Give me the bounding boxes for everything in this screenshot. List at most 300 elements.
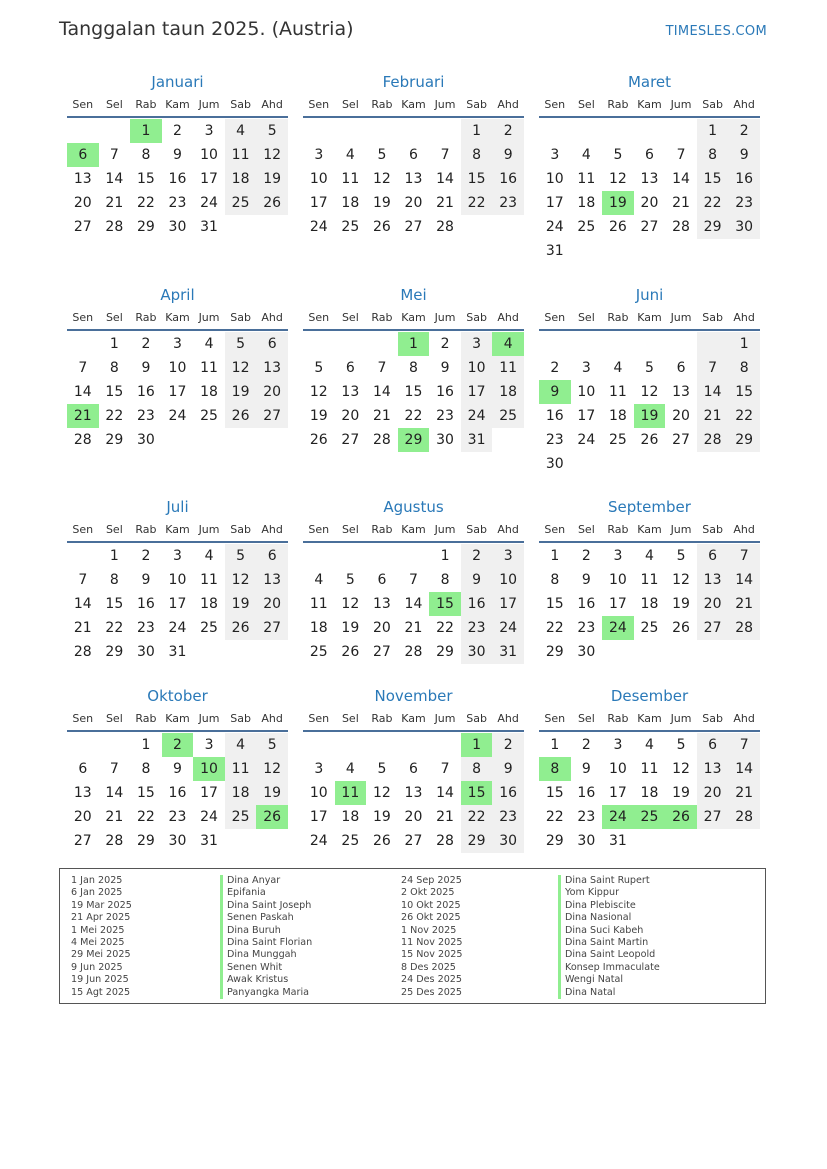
day-cell[interactable]: 29 <box>136 833 155 849</box>
day-cell[interactable]: 30 <box>436 432 454 448</box>
day-cell[interactable]: 24 <box>602 616 634 640</box>
day-cell[interactable]: 5 <box>676 737 686 753</box>
day-cell[interactable]: 8 <box>109 360 119 376</box>
day-cell[interactable]: 21 <box>436 809 454 825</box>
day-cell[interactable]: 5 <box>613 147 623 163</box>
day-cell[interactable]: 1 <box>109 548 119 564</box>
day-cell[interactable]: 28 <box>404 644 423 660</box>
day-cell[interactable]: 21 <box>728 781 760 805</box>
day-cell[interactable]: 20 <box>256 592 288 616</box>
day-cell[interactable]: 15 <box>545 785 564 801</box>
day-cell[interactable]: 23 <box>436 408 454 424</box>
day-cell[interactable]: 30 <box>577 644 596 660</box>
day-cell[interactable]: 22 <box>461 191 493 215</box>
day-cell[interactable]: 26 <box>309 432 328 448</box>
day-cell[interactable]: 1 <box>141 737 151 753</box>
day-cell[interactable]: 14 <box>728 757 760 781</box>
day-cell[interactable]: 17 <box>168 384 187 400</box>
day-cell[interactable]: 31 <box>492 640 524 664</box>
day-cell[interactable]: 26 <box>341 644 360 660</box>
day-cell[interactable]: 29 <box>105 432 124 448</box>
day-cell[interactable]: 23 <box>545 432 564 448</box>
day-cell[interactable]: 20 <box>640 195 659 211</box>
day-cell[interactable]: 6 <box>645 147 654 163</box>
day-cell[interactable]: 27 <box>697 616 729 640</box>
day-cell[interactable]: 15 <box>697 167 729 191</box>
day-cell[interactable]: 1 <box>728 332 760 356</box>
day-cell[interactable]: 25 <box>492 404 524 428</box>
day-cell[interactable]: 23 <box>136 408 155 424</box>
day-cell[interactable]: 26 <box>608 219 627 235</box>
day-cell[interactable]: 7 <box>440 761 450 777</box>
day-cell[interactable]: 29 <box>545 833 564 849</box>
day-cell[interactable]: 22 <box>404 408 423 424</box>
day-cell[interactable]: 30 <box>577 833 596 849</box>
day-cell[interactable]: 28 <box>436 219 454 235</box>
day-cell[interactable]: 6 <box>676 360 686 376</box>
day-cell[interactable]: 17 <box>309 195 328 211</box>
day-cell[interactable]: 19 <box>225 380 257 404</box>
day-cell[interactable]: 22 <box>136 809 155 825</box>
day-cell[interactable]: 11 <box>608 384 627 400</box>
day-cell[interactable]: 6 <box>697 544 729 568</box>
day-cell[interactable]: 19 <box>372 195 391 211</box>
day-cell[interactable]: 28 <box>372 432 391 448</box>
day-cell[interactable]: 22 <box>136 195 155 211</box>
day-cell[interactable]: 24 <box>545 219 564 235</box>
day-cell[interactable]: 8 <box>697 143 729 167</box>
day-cell[interactable]: 6 <box>78 761 88 777</box>
day-cell[interactable]: 26 <box>372 833 391 849</box>
day-cell[interactable]: 21 <box>728 592 760 616</box>
day-cell[interactable]: 17 <box>461 380 493 404</box>
day-cell[interactable]: 10 <box>168 572 187 588</box>
day-cell[interactable]: 18 <box>577 195 596 211</box>
day-cell[interactable]: 21 <box>672 195 690 211</box>
day-cell[interactable]: 3 <box>613 737 623 753</box>
day-cell[interactable]: 2 <box>581 548 591 564</box>
day-cell[interactable]: 31 <box>608 833 627 849</box>
day-cell[interactable]: 2 <box>141 336 151 352</box>
day-cell[interactable]: 21 <box>697 404 729 428</box>
day-cell[interactable]: 25 <box>309 644 328 660</box>
day-cell[interactable]: 8 <box>440 572 450 588</box>
day-cell[interactable]: 26 <box>256 805 288 829</box>
day-cell[interactable]: 17 <box>577 408 596 424</box>
day-cell[interactable]: 12 <box>372 171 391 187</box>
day-cell[interactable]: 15 <box>105 596 124 612</box>
day-cell[interactable]: 14 <box>105 171 124 187</box>
day-cell[interactable]: 31 <box>168 644 187 660</box>
day-cell[interactable]: 11 <box>335 781 367 805</box>
day-cell[interactable]: 7 <box>409 572 418 588</box>
day-cell[interactable]: 8 <box>409 360 418 376</box>
day-cell[interactable]: 18 <box>200 596 218 612</box>
day-cell[interactable]: 12 <box>672 572 690 588</box>
day-cell[interactable]: 18 <box>225 167 257 191</box>
day-cell[interactable]: 2 <box>461 544 493 568</box>
day-cell[interactable]: 30 <box>492 829 524 853</box>
day-cell[interactable]: 1 <box>697 119 729 143</box>
day-cell[interactable]: 17 <box>545 195 564 211</box>
day-cell[interactable]: 29 <box>398 428 430 452</box>
day-cell[interactable]: 18 <box>225 781 257 805</box>
day-cell[interactable]: 5 <box>645 360 654 376</box>
day-cell[interactable]: 24 <box>492 616 524 640</box>
day-cell[interactable]: 27 <box>341 432 360 448</box>
day-cell[interactable]: 24 <box>309 219 328 235</box>
day-cell[interactable]: 10 <box>461 356 493 380</box>
day-cell[interactable]: 18 <box>309 620 328 636</box>
day-cell[interactable]: 6 <box>345 360 355 376</box>
day-cell[interactable]: 12 <box>372 785 391 801</box>
day-cell[interactable]: 12 <box>256 143 288 167</box>
day-cell[interactable]: 3 <box>314 147 324 163</box>
day-cell[interactable]: 21 <box>105 195 124 211</box>
day-cell[interactable]: 15 <box>728 380 760 404</box>
day-cell[interactable]: 12 <box>256 757 288 781</box>
day-cell[interactable]: 11 <box>200 572 218 588</box>
day-cell[interactable]: 27 <box>640 219 659 235</box>
day-cell[interactable]: 9 <box>141 360 151 376</box>
day-cell[interactable]: 9 <box>440 360 450 376</box>
day-cell[interactable]: 26 <box>225 616 257 640</box>
day-cell[interactable]: 20 <box>73 809 92 825</box>
day-cell[interactable]: 16 <box>436 384 454 400</box>
day-cell[interactable]: 10 <box>168 360 187 376</box>
day-cell[interactable]: 9 <box>581 572 591 588</box>
day-cell[interactable]: 11 <box>225 757 257 781</box>
day-cell[interactable]: 8 <box>728 356 760 380</box>
day-cell[interactable]: 4 <box>345 761 355 777</box>
day-cell[interactable]: 11 <box>492 356 524 380</box>
day-cell[interactable]: 16 <box>492 167 524 191</box>
day-cell[interactable]: 16 <box>136 384 155 400</box>
day-cell[interactable]: 11 <box>640 572 659 588</box>
day-cell[interactable]: 5 <box>345 572 355 588</box>
day-cell[interactable]: 3 <box>204 737 214 753</box>
day-cell[interactable]: 3 <box>550 147 560 163</box>
day-cell[interactable]: 20 <box>256 380 288 404</box>
day-cell[interactable]: 4 <box>314 572 324 588</box>
day-cell[interactable]: 3 <box>581 360 591 376</box>
day-cell[interactable]: 8 <box>141 761 151 777</box>
day-cell[interactable]: 25 <box>640 620 659 636</box>
day-cell[interactable]: 18 <box>341 195 360 211</box>
day-cell[interactable]: 13 <box>341 384 360 400</box>
day-cell[interactable]: 1 <box>130 119 162 143</box>
day-cell[interactable]: 27 <box>404 219 423 235</box>
day-cell[interactable]: 6 <box>409 761 418 777</box>
day-cell[interactable]: 28 <box>672 219 690 235</box>
day-cell[interactable]: 29 <box>728 428 760 452</box>
day-cell[interactable]: 29 <box>697 215 729 239</box>
day-cell[interactable]: 11 <box>640 761 659 777</box>
day-cell[interactable]: 19 <box>634 404 666 428</box>
day-cell[interactable]: 1 <box>109 336 119 352</box>
day-cell[interactable]: 12 <box>672 761 690 777</box>
day-cell[interactable]: 26 <box>640 432 659 448</box>
day-cell[interactable]: 31 <box>461 428 493 452</box>
day-cell[interactable]: 9 <box>492 143 524 167</box>
day-cell[interactable]: 4 <box>645 548 654 564</box>
day-cell[interactable]: 27 <box>73 219 92 235</box>
day-cell[interactable]: 13 <box>640 171 659 187</box>
day-cell[interactable]: 14 <box>728 568 760 592</box>
day-cell[interactable]: 25 <box>200 620 218 636</box>
day-cell[interactable]: 5 <box>377 147 387 163</box>
day-cell[interactable]: 28 <box>728 805 760 829</box>
day-cell[interactable]: 3 <box>492 544 524 568</box>
day-cell[interactable]: 13 <box>256 568 288 592</box>
day-cell[interactable]: 20 <box>372 620 391 636</box>
day-cell[interactable]: 14 <box>372 384 391 400</box>
day-cell[interactable]: 10 <box>309 785 328 801</box>
day-cell[interactable]: 27 <box>73 833 92 849</box>
day-cell[interactable]: 9 <box>728 143 760 167</box>
day-cell[interactable]: 27 <box>372 644 391 660</box>
day-cell[interactable]: 7 <box>78 572 88 588</box>
day-cell[interactable]: 20 <box>73 195 92 211</box>
day-cell[interactable]: 21 <box>404 620 423 636</box>
day-cell[interactable]: 7 <box>697 356 729 380</box>
day-cell[interactable]: 25 <box>577 219 596 235</box>
day-cell[interactable]: 6 <box>409 147 418 163</box>
day-cell[interactable]: 14 <box>105 785 124 801</box>
day-cell[interactable]: 3 <box>314 761 324 777</box>
day-cell[interactable]: 17 <box>608 596 627 612</box>
day-cell[interactable]: 10 <box>309 171 328 187</box>
day-cell[interactable]: 15 <box>136 785 155 801</box>
day-cell[interactable]: 31 <box>545 243 564 259</box>
day-cell[interactable]: 24 <box>309 833 328 849</box>
day-cell[interactable]: 13 <box>73 785 92 801</box>
day-cell[interactable]: 27 <box>697 805 729 829</box>
day-cell[interactable]: 23 <box>492 805 524 829</box>
day-cell[interactable]: 12 <box>225 568 257 592</box>
day-cell[interactable]: 16 <box>728 167 760 191</box>
day-cell[interactable]: 20 <box>404 809 423 825</box>
day-cell[interactable]: 29 <box>436 644 454 660</box>
day-cell[interactable]: 2 <box>162 733 194 757</box>
day-cell[interactable]: 1 <box>440 548 450 564</box>
day-cell[interactable]: 1 <box>398 332 430 356</box>
day-cell[interactable]: 7 <box>109 761 119 777</box>
day-cell[interactable]: 10 <box>492 568 524 592</box>
day-cell[interactable]: 22 <box>728 404 760 428</box>
day-cell[interactable]: 9 <box>173 147 182 163</box>
day-cell[interactable]: 16 <box>136 596 155 612</box>
day-cell[interactable]: 10 <box>608 572 627 588</box>
day-cell[interactable]: 18 <box>640 596 659 612</box>
day-cell[interactable]: 21 <box>67 404 99 428</box>
day-cell[interactable]: 20 <box>697 592 729 616</box>
day-cell[interactable]: 5 <box>377 761 387 777</box>
day-cell[interactable]: 2 <box>728 119 760 143</box>
day-cell[interactable]: 17 <box>309 809 328 825</box>
day-cell[interactable]: 27 <box>404 833 423 849</box>
day-cell[interactable]: 30 <box>136 644 155 660</box>
day-cell[interactable]: 25 <box>225 805 257 829</box>
day-cell[interactable]: 10 <box>608 761 627 777</box>
day-cell[interactable]: 14 <box>73 596 92 612</box>
day-cell[interactable]: 20 <box>404 195 423 211</box>
day-cell[interactable]: 26 <box>372 219 391 235</box>
day-cell[interactable]: 9 <box>461 568 493 592</box>
day-cell[interactable]: 18 <box>492 380 524 404</box>
day-cell[interactable]: 15 <box>105 384 124 400</box>
day-cell[interactable]: 21 <box>73 620 92 636</box>
day-cell[interactable]: 24 <box>602 805 634 829</box>
day-cell[interactable]: 13 <box>697 757 729 781</box>
day-cell[interactable]: 1 <box>461 119 493 143</box>
day-cell[interactable]: 12 <box>225 356 257 380</box>
day-cell[interactable]: 26 <box>672 620 690 636</box>
day-cell[interactable]: 11 <box>577 171 596 187</box>
day-cell[interactable]: 29 <box>136 219 155 235</box>
day-cell[interactable]: 27 <box>672 432 690 448</box>
day-cell[interactable]: 12 <box>341 596 360 612</box>
day-cell[interactable]: 9 <box>539 380 571 404</box>
day-cell[interactable]: 8 <box>550 572 560 588</box>
day-cell[interactable]: 27 <box>256 404 288 428</box>
day-cell[interactable]: 30 <box>461 640 493 664</box>
day-cell[interactable]: 23 <box>461 616 493 640</box>
day-cell[interactable]: 2 <box>492 119 524 143</box>
day-cell[interactable]: 13 <box>404 785 423 801</box>
day-cell[interactable]: 14 <box>436 171 454 187</box>
day-cell[interactable]: 11 <box>200 360 218 376</box>
day-cell[interactable]: 17 <box>168 596 187 612</box>
day-cell[interactable]: 1 <box>550 548 560 564</box>
day-cell[interactable]: 7 <box>377 360 387 376</box>
day-cell[interactable]: 12 <box>608 171 627 187</box>
day-cell[interactable]: 24 <box>461 404 493 428</box>
day-cell[interactable]: 9 <box>141 572 151 588</box>
day-cell[interactable]: 7 <box>78 360 88 376</box>
day-cell[interactable]: 25 <box>225 191 257 215</box>
day-cell[interactable]: 6 <box>377 572 387 588</box>
day-cell[interactable]: 3 <box>461 332 493 356</box>
day-cell[interactable]: 22 <box>545 620 564 636</box>
day-cell[interactable]: 14 <box>697 380 729 404</box>
day-cell[interactable]: 28 <box>728 616 760 640</box>
day-cell[interactable]: 22 <box>105 408 124 424</box>
day-cell[interactable]: 6 <box>67 143 99 167</box>
day-cell[interactable]: 7 <box>440 147 450 163</box>
day-cell[interactable]: 25 <box>341 219 360 235</box>
day-cell[interactable]: 5 <box>225 332 257 356</box>
day-cell[interactable]: 6 <box>256 332 288 356</box>
day-cell[interactable]: 8 <box>461 143 493 167</box>
day-cell[interactable]: 22 <box>545 809 564 825</box>
day-cell[interactable]: 14 <box>672 171 690 187</box>
day-cell[interactable]: 14 <box>436 785 454 801</box>
day-cell[interactable]: 18 <box>608 408 627 424</box>
day-cell[interactable]: 19 <box>309 408 328 424</box>
day-cell[interactable]: 8 <box>539 757 571 781</box>
day-cell[interactable]: 9 <box>492 757 524 781</box>
day-cell[interactable]: 22 <box>461 805 493 829</box>
day-cell[interactable]: 13 <box>372 596 391 612</box>
day-cell[interactable]: 4 <box>225 119 257 143</box>
day-cell[interactable]: 26 <box>665 805 697 829</box>
day-cell[interactable]: 28 <box>697 428 729 452</box>
day-cell[interactable]: 19 <box>672 785 690 801</box>
day-cell[interactable]: 19 <box>256 781 288 805</box>
day-cell[interactable]: 18 <box>640 785 659 801</box>
day-cell[interactable]: 30 <box>545 456 564 472</box>
day-cell[interactable]: 2 <box>492 733 524 757</box>
day-cell[interactable]: 5 <box>676 548 686 564</box>
day-cell[interactable]: 12 <box>309 384 328 400</box>
day-cell[interactable]: 13 <box>697 568 729 592</box>
day-cell[interactable]: 8 <box>461 757 493 781</box>
day-cell[interactable]: 30 <box>136 432 155 448</box>
day-cell[interactable]: 30 <box>728 215 760 239</box>
day-cell[interactable]: 6 <box>697 733 729 757</box>
day-cell[interactable]: 1 <box>461 733 493 757</box>
day-cell[interactable]: 16 <box>168 171 187 187</box>
brand-link[interactable]: TIMESLES.COM <box>665 24 767 39</box>
day-cell[interactable]: 4 <box>204 548 214 564</box>
day-cell[interactable]: 2 <box>141 548 151 564</box>
day-cell[interactable]: 19 <box>672 596 690 612</box>
day-cell[interactable]: 23 <box>492 191 524 215</box>
day-cell[interactable]: 16 <box>545 408 564 424</box>
day-cell[interactable]: 23 <box>728 191 760 215</box>
day-cell[interactable]: 21 <box>105 809 124 825</box>
day-cell[interactable]: 10 <box>577 384 596 400</box>
day-cell[interactable]: 13 <box>672 384 690 400</box>
day-cell[interactable]: 13 <box>404 171 423 187</box>
day-cell[interactable]: 4 <box>204 336 214 352</box>
day-cell[interactable]: 10 <box>545 171 564 187</box>
day-cell[interactable]: 3 <box>173 548 182 564</box>
day-cell[interactable]: 25 <box>341 833 360 849</box>
day-cell[interactable]: 6 <box>256 544 288 568</box>
day-cell[interactable]: 23 <box>577 809 596 825</box>
day-cell[interactable]: 2 <box>173 123 182 139</box>
day-cell[interactable]: 26 <box>256 191 288 215</box>
day-cell[interactable]: 29 <box>461 829 493 853</box>
day-cell[interactable]: 3 <box>613 548 623 564</box>
day-cell[interactable]: 13 <box>73 171 92 187</box>
day-cell[interactable]: 9 <box>173 761 182 777</box>
day-cell[interactable]: 4 <box>613 360 623 376</box>
day-cell[interactable]: 30 <box>168 219 187 235</box>
day-cell[interactable]: 5 <box>256 119 288 143</box>
day-cell[interactable]: 1 <box>550 737 560 753</box>
day-cell[interactable]: 5 <box>256 733 288 757</box>
day-cell[interactable]: 7 <box>728 544 760 568</box>
day-cell[interactable]: 30 <box>168 833 187 849</box>
day-cell[interactable]: 21 <box>372 408 391 424</box>
day-cell[interactable]: 22 <box>697 191 729 215</box>
day-cell[interactable]: 19 <box>225 592 257 616</box>
day-cell[interactable]: 26 <box>225 404 257 428</box>
day-cell[interactable]: 16 <box>168 785 187 801</box>
day-cell[interactable]: 23 <box>168 809 187 825</box>
day-cell[interactable]: 19 <box>372 809 391 825</box>
day-cell[interactable]: 2 <box>581 737 591 753</box>
day-cell[interactable]: 23 <box>136 620 155 636</box>
day-cell[interactable]: 17 <box>200 785 218 801</box>
day-cell[interactable]: 10 <box>193 757 225 781</box>
day-cell[interactable]: 31 <box>200 219 218 235</box>
day-cell[interactable]: 25 <box>634 805 666 829</box>
day-cell[interactable]: 17 <box>608 785 627 801</box>
